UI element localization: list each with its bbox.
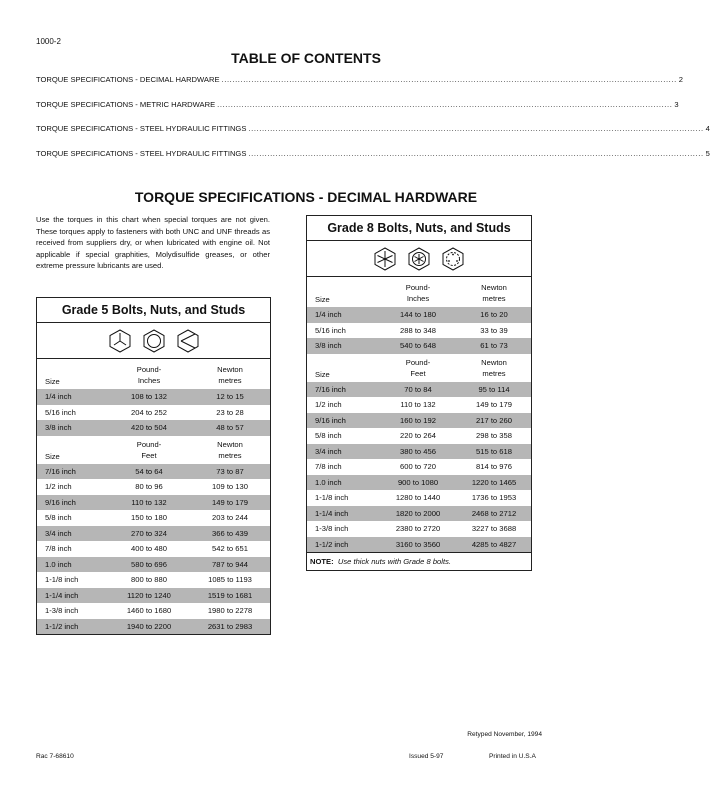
col-pound-line1: Pound- xyxy=(136,439,162,449)
table-row xyxy=(307,490,531,506)
cell-metric: 12 to 15 xyxy=(216,392,244,402)
cell-imperial: 144 to 180 xyxy=(400,310,436,320)
cell-size: 1-1/4 inch xyxy=(315,508,349,518)
toc-entry-label: TORQUE SPECIFICATIONS - STEEL HYDRAULIC FITTINGS xyxy=(36,149,247,159)
col-pound-line2: Feet xyxy=(141,450,157,460)
toc-entry-label: TORQUE SPECIFICATIONS - METRIC HARDWARE xyxy=(36,99,216,109)
table-row xyxy=(307,475,531,491)
table-row xyxy=(37,405,270,421)
cell-metric: 109 to 130 xyxy=(212,482,248,492)
cell-imperial: 1120 to 1240 xyxy=(127,590,171,600)
table-row xyxy=(307,323,531,339)
hex-bolt-head-icon xyxy=(373,247,397,271)
cell-imperial: 2380 to 2720 xyxy=(395,524,441,534)
cell-imperial: 800 to 880 xyxy=(131,575,167,585)
col-newton-line2: metres xyxy=(218,376,242,385)
grade8-header-feet xyxy=(307,354,531,382)
cell-size: 1-1/2 inch xyxy=(45,621,79,631)
cell-imperial: 110 to 132 xyxy=(400,400,436,410)
table-row xyxy=(307,397,531,413)
hex-nut-marked-icon xyxy=(176,329,200,353)
cell-metric: 1980 to 2278 xyxy=(207,606,253,616)
cell-metric: 814 to 976 xyxy=(476,462,512,472)
table-row xyxy=(307,413,531,429)
col-newton-line2: metres xyxy=(482,294,506,303)
toc-entry-label: TORQUE SPECIFICATIONS - STEEL HYDRAULIC FITTINGS xyxy=(36,124,247,134)
cell-imperial: 1460 to 1680 xyxy=(126,606,172,616)
grade5-header xyxy=(37,359,270,389)
doc-number: Rac 7-68610 xyxy=(36,753,74,760)
hex-nut-icon xyxy=(142,329,166,353)
cell-metric: 2468 to 2712 xyxy=(471,508,517,518)
table-row xyxy=(37,557,270,573)
toc-leader-dots: ........................................................................................................................................................................ xyxy=(221,75,677,84)
toc-entry[interactable] xyxy=(36,124,710,149)
hex-bolt-head-icon xyxy=(108,329,132,353)
grade5-markings xyxy=(37,323,270,359)
cell-imperial: 600 to 720 xyxy=(400,462,436,472)
grade8-markings xyxy=(307,241,531,277)
cell-metric: 48 to 57 xyxy=(216,423,244,433)
cell-size: 1/4 inch xyxy=(45,392,72,402)
cell-size: 5/16 inch xyxy=(45,407,76,417)
hex-nut-icon xyxy=(407,247,431,271)
cell-imperial: 54 to 64 xyxy=(135,466,163,476)
note-label: NOTE: xyxy=(310,557,334,566)
cell-imperial: 150 to 180 xyxy=(131,513,167,523)
cell-size: 1/2 inch xyxy=(45,482,72,492)
col-pound-line1: Pound- xyxy=(405,357,431,367)
col-pound-header xyxy=(379,357,457,382)
cell-metric: 298 to 358 xyxy=(476,431,512,441)
col-size-header: Size xyxy=(45,377,60,386)
table-row xyxy=(37,588,270,604)
cell-metric: 33 to 39 xyxy=(480,325,508,335)
grade5-title: Grade 5 Bolts, Nuts, and Studs xyxy=(37,298,270,323)
cell-size: 7/16 inch xyxy=(45,466,76,476)
table-row xyxy=(307,307,531,323)
cell-metric: 2631 to 2983 xyxy=(207,621,253,631)
col-pound-line1: Pound- xyxy=(405,283,431,292)
cell-size: 7/8 inch xyxy=(45,544,72,554)
col-newton-line1: Newton xyxy=(481,283,507,292)
cell-imperial: 900 to 1080 xyxy=(397,477,439,487)
cell-size: 1-1/2 inch xyxy=(315,539,349,549)
toc-leader-dots: ........................................................................................................................................................................ xyxy=(248,124,704,134)
col-size-header: Size xyxy=(315,295,330,304)
note-text: Use thick nuts with Grade 8 bolts. xyxy=(337,557,451,566)
table-row xyxy=(37,619,270,635)
table-row xyxy=(307,459,531,475)
table-row xyxy=(37,541,270,557)
col-pound-line2: Inches xyxy=(406,294,430,303)
cell-metric: 3227 to 3688 xyxy=(471,524,517,534)
toc-entry-page: 5 xyxy=(705,149,710,159)
col-pound-header xyxy=(108,364,190,389)
cell-size: 3/4 inch xyxy=(315,446,342,456)
table-row xyxy=(37,603,270,619)
col-size-header: Size xyxy=(45,451,60,461)
cell-size: 7/8 inch xyxy=(315,462,342,472)
col-newton-line1: Newton xyxy=(217,439,243,449)
table-row xyxy=(37,420,270,436)
cell-metric: 1220 to 1465 xyxy=(471,477,517,487)
table-row xyxy=(37,572,270,588)
col-newton-line1: Newton xyxy=(217,365,243,374)
cell-imperial: 270 to 324 xyxy=(131,528,167,538)
toc-entry[interactable] xyxy=(36,99,679,125)
cell-metric: 1736 to 1953 xyxy=(471,493,517,503)
cell-imperial: 400 to 480 xyxy=(131,544,167,554)
cell-size: 1-1/8 inch xyxy=(315,493,349,503)
cell-size: 1-1/8 inch xyxy=(45,575,79,585)
cell-size: 1/2 inch xyxy=(315,400,342,410)
cell-metric: 366 to 439 xyxy=(212,528,248,538)
cell-metric: 23 to 28 xyxy=(216,407,244,417)
cell-imperial: 3160 to 3560 xyxy=(395,539,441,549)
cell-imperial: 1940 to 2200 xyxy=(126,621,172,631)
cell-metric: 16 to 20 xyxy=(480,310,508,320)
cell-size: 3/8 inch xyxy=(45,423,72,433)
cell-imperial: 220 to 264 xyxy=(400,431,436,441)
cell-imperial: 288 to 348 xyxy=(400,325,436,335)
cell-metric: 542 to 651 xyxy=(212,544,248,554)
toc-title: TABLE OF CONTENTS xyxy=(231,50,381,66)
toc-entry[interactable] xyxy=(36,149,710,174)
table-of-contents xyxy=(36,75,710,174)
cell-imperial: 380 to 456 xyxy=(400,446,436,456)
cell-size: 1.0 inch xyxy=(315,477,342,487)
toc-entry-page: 4 xyxy=(705,124,710,134)
table-row xyxy=(37,479,270,495)
cell-size: 1/4 inch xyxy=(315,310,342,320)
cell-size: 1-3/8 inch xyxy=(45,606,79,616)
table-row xyxy=(37,495,270,511)
cell-metric: 1519 to 1681 xyxy=(207,590,253,600)
cell-metric: 515 to 618 xyxy=(476,446,512,456)
grade5-table xyxy=(36,297,271,635)
cell-size: 3/4 inch xyxy=(45,528,72,538)
col-pound-header xyxy=(108,439,190,464)
cell-metric: 61 to 73 xyxy=(480,341,508,351)
cell-size: 1.0 inch xyxy=(45,559,72,569)
cell-metric: 203 to 244 xyxy=(212,513,248,523)
col-newton-header xyxy=(190,364,270,389)
cell-imperial: 70 to 84 xyxy=(404,384,432,394)
cell-size: 3/8 inch xyxy=(315,341,342,351)
table-row xyxy=(307,382,531,398)
cell-size: 9/16 inch xyxy=(45,497,76,507)
section-title: TORQUE SPECIFICATIONS - DECIMAL HARDWARE xyxy=(134,189,478,205)
cell-imperial: 160 to 192 xyxy=(400,415,436,425)
retyped-date: Retyped November, 1994 xyxy=(467,731,542,738)
cell-metric: 1085 to 1193 xyxy=(208,575,252,585)
cell-size: 5/16 inch xyxy=(315,325,346,335)
cell-size: 5/8 inch xyxy=(45,513,72,523)
cell-metric: 787 to 944 xyxy=(212,559,248,569)
table-row xyxy=(307,521,531,537)
col-newton-line2: metres xyxy=(218,450,242,460)
cell-metric: 95 to 114 xyxy=(478,384,510,394)
table-row xyxy=(37,464,270,480)
grade5-header-feet xyxy=(37,436,270,464)
cell-imperial: 110 to 132 xyxy=(131,497,167,507)
toc-entry-page: 2 xyxy=(678,75,684,84)
cell-imperial: 1280 to 1440 xyxy=(395,493,441,503)
cell-size: 7/16 inch xyxy=(315,384,346,394)
col-pound-line1: Pound- xyxy=(136,365,162,374)
toc-entry-label: TORQUE SPECIFICATIONS - DECIMAL HARDWARE xyxy=(36,75,220,84)
cell-imperial: 108 to 132 xyxy=(131,392,167,402)
grade8-note xyxy=(307,552,531,570)
cell-size: 1-1/4 inch xyxy=(45,590,79,600)
cell-imperial: 540 to 648 xyxy=(400,341,436,351)
col-newton-header xyxy=(190,439,270,464)
col-pound-line2: Feet xyxy=(410,368,426,378)
col-newton-header xyxy=(457,282,531,307)
cell-imperial: 204 to 252 xyxy=(131,407,167,417)
col-newton-header xyxy=(457,357,531,382)
table-row xyxy=(307,338,531,354)
cell-size: 1-3/8 inch xyxy=(315,524,349,534)
table-row xyxy=(307,428,531,444)
grade8-table xyxy=(306,215,532,571)
cell-metric: 149 to 179 xyxy=(212,497,248,507)
issued-date: Issued 5-97 xyxy=(409,753,444,760)
col-pound-header xyxy=(379,282,457,307)
table-row xyxy=(37,510,270,526)
cell-imperial: 420 to 504 xyxy=(131,423,167,433)
cell-imperial: 580 to 696 xyxy=(131,559,167,569)
col-pound-line2: Inches xyxy=(137,376,161,385)
grade8-header xyxy=(307,277,531,307)
col-newton-line1: Newton xyxy=(481,357,507,367)
table-row xyxy=(307,506,531,522)
printed-in: Printed in U.S.A xyxy=(489,753,536,760)
page-number: 1000-2 xyxy=(36,37,61,46)
col-newton-line2: metres xyxy=(482,368,506,378)
cell-size: 9/16 inch xyxy=(315,415,346,425)
toc-leader-dots: ........................................................................................................................................................................ xyxy=(217,99,673,109)
cell-imperial: 1820 to 2000 xyxy=(395,508,441,518)
table-row xyxy=(307,444,531,460)
col-size-header: Size xyxy=(315,369,330,379)
cell-imperial: 80 to 96 xyxy=(135,482,163,492)
cell-metric: 217 to 260 xyxy=(476,415,512,425)
toc-entry[interactable] xyxy=(36,75,684,100)
table-row xyxy=(37,389,270,405)
table-row xyxy=(37,526,270,542)
table-row xyxy=(307,537,531,553)
toc-entry-page: 3 xyxy=(674,99,679,109)
grade8-title: Grade 8 Bolts, Nuts, and Studs xyxy=(307,216,531,241)
cell-metric: 4285 to 4827 xyxy=(471,539,517,549)
cell-size: 5/8 inch xyxy=(315,431,342,441)
cell-metric: 149 to 179 xyxy=(476,400,512,410)
intro-paragraph: Use the torques in this chart when special torques are not given. These torques apply to fasteners with both UNC and UNF threads as received from suppliers dry, or when lubricated with engine oil. Not applicable if special graphities, Molydisulfide greases, or other extreme pressure lubricants are used. xyxy=(36,215,270,271)
cell-metric: 73 to 87 xyxy=(216,466,244,476)
toc-leader-dots: ........................................................................................................................................................................ xyxy=(248,149,704,159)
hex-nut-dotted-icon xyxy=(441,247,465,271)
